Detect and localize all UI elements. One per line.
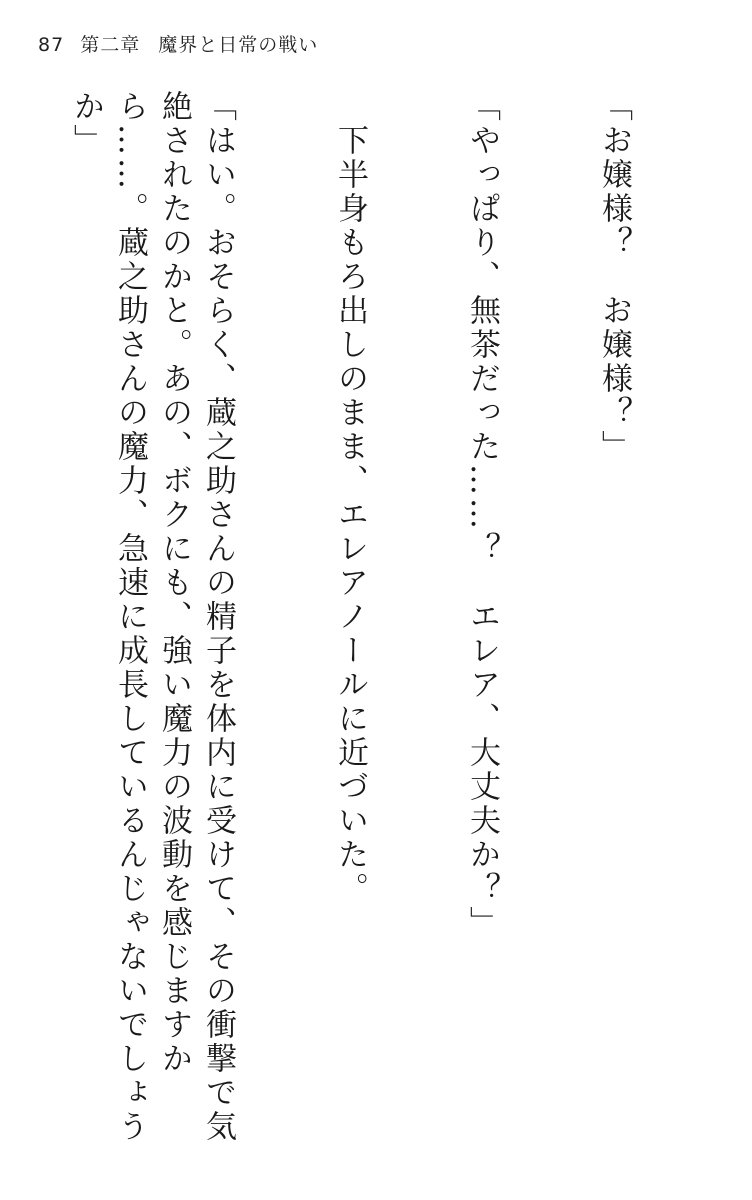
chapter-label: 第二章 <box>80 34 141 56</box>
paragraph: 下半身もろ出しのまま、エレアノールに近づいた。 <box>332 90 368 906</box>
paragraph: 「はい。おそらく、蔵之助さんの精子を体内に受けて、その衝撃で気絶されたのかと。あの、ボクにも、強い魔力の波動を感じますから……。蔵之助さんの魔力、急速に成長しているんじゃないでしょうか」 <box>68 90 236 1144</box>
chapter-title: 魔界と日常の戦い <box>158 34 319 56</box>
paragraph: 「お嬢様？ お嬢様？」 <box>596 90 632 464</box>
page-header <box>38 30 318 56</box>
paragraph: 「やっぱり、無茶だった……？ エレア、大丈夫か？」 <box>464 90 500 940</box>
page-number: 87 <box>38 34 65 56</box>
vertical-body-text <box>24 90 724 1160</box>
